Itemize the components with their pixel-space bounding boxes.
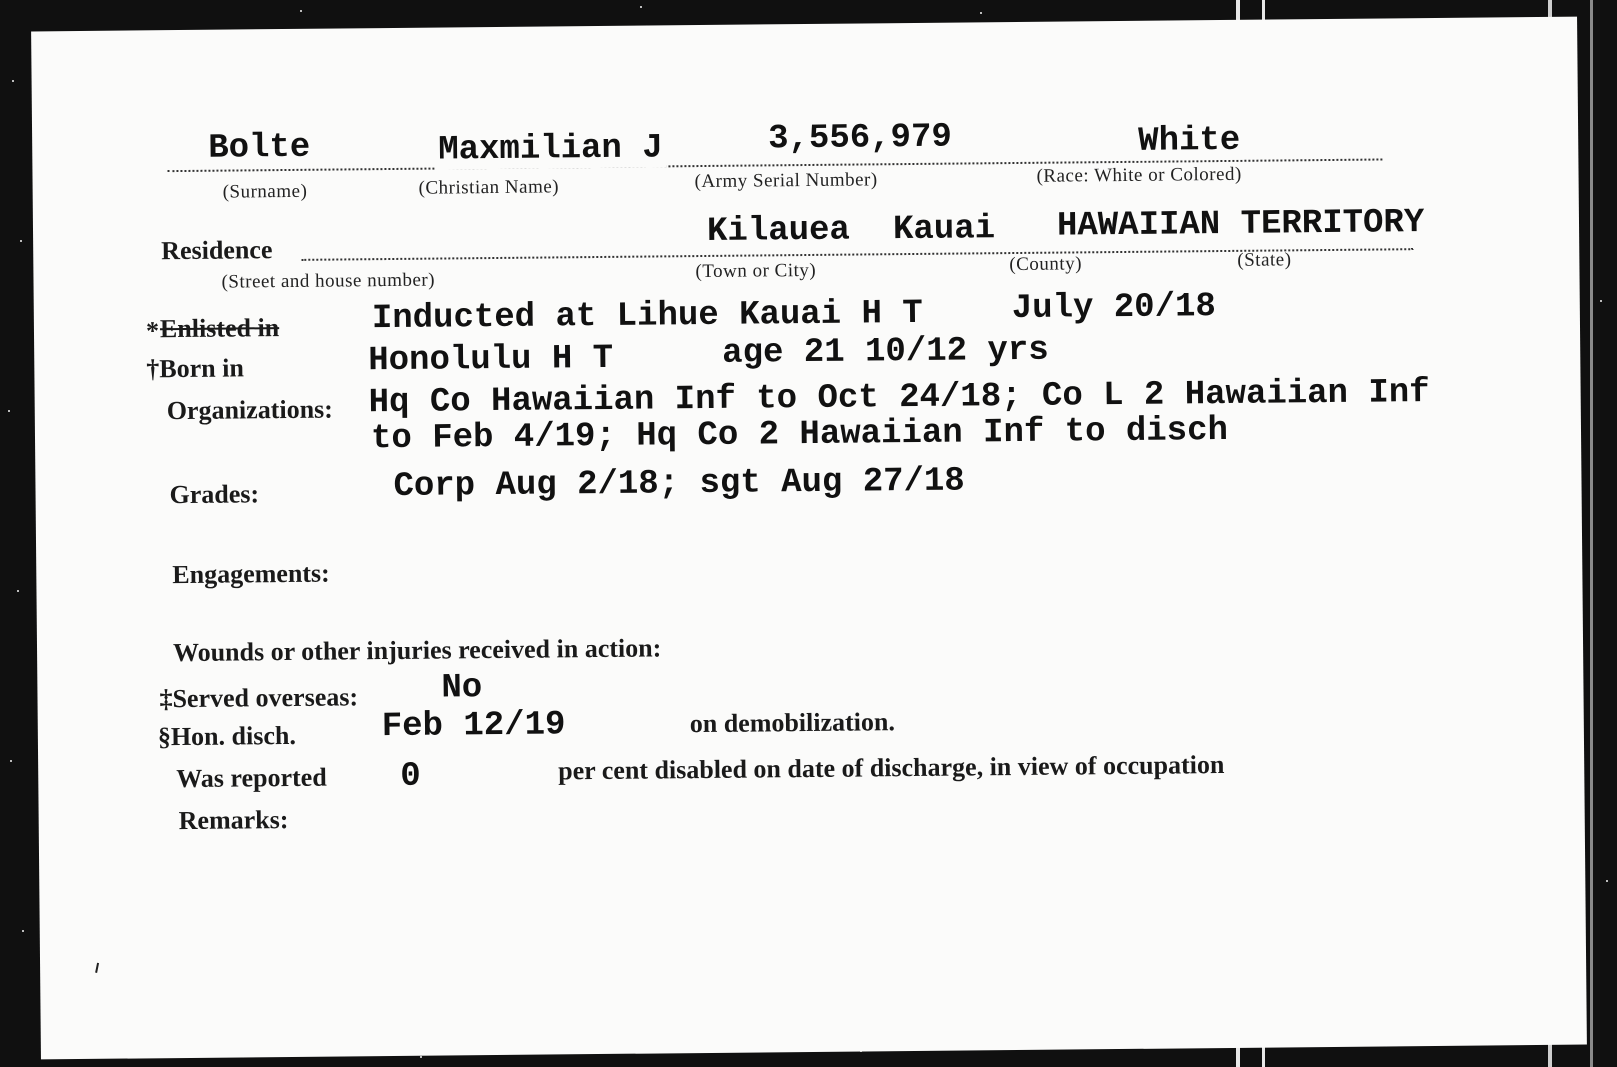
enlisted-value: Inducted at Lihue Kauai H T <box>371 294 923 339</box>
organizations-line-1: Hq Co Hawaiian Inf to Oct 24/18; Co L 2 Hawaiian Inf <box>368 374 1430 423</box>
born-label: †Born in <box>146 353 245 384</box>
film-speck <box>17 590 19 592</box>
enlisted-date: July 20/18 <box>1011 288 1217 329</box>
discharge-value: Feb 12/19 <box>381 706 566 747</box>
residence-state-value: HAWAIIAN TERRITORY <box>1053 204 1429 246</box>
film-speck <box>22 930 24 932</box>
enlisted-prefix: * <box>145 316 160 346</box>
film-speck <box>8 410 10 412</box>
film-speck <box>300 10 302 12</box>
disability-value: 0 <box>400 757 421 796</box>
army-serial-number-caption: (Army Serial Number) <box>694 169 878 193</box>
residence-county-value: Kauai <box>889 210 999 249</box>
film-edge-line <box>1590 0 1593 1067</box>
grades-value: Corp Aug 2/18; sgt Aug 27/18 <box>393 462 965 506</box>
army-serial-number-value: 3,556,979 <box>764 119 956 159</box>
film-speck <box>10 760 12 762</box>
film-speck <box>980 12 982 14</box>
wounds-label: Wounds or other injuries received in action: <box>172 633 662 668</box>
christian-name-value: Maxmilian J <box>434 129 667 169</box>
disability-label: Was reported <box>176 762 327 794</box>
organizations-line-2: to Feb 4/19; Hq Co 2 Hawaiian Inf to disch <box>370 411 1229 459</box>
film-speck <box>1606 880 1608 882</box>
discharge-suffix: on demobilization. <box>689 707 896 739</box>
enlisted-label: Enlisted in <box>159 313 280 344</box>
state-caption: (State) <box>1237 249 1292 271</box>
film-edge-line <box>1236 0 1240 22</box>
film-speck <box>1600 300 1602 302</box>
remarks-label: Remarks: <box>178 805 289 836</box>
surname-caption: (Surname) <box>222 180 308 203</box>
residence-town-value: Kilauea <box>703 212 854 251</box>
race-value: White <box>1134 122 1244 161</box>
stray-pen-mark <box>95 963 99 973</box>
county-caption: (County) <box>1009 253 1083 276</box>
residence-label: Residence <box>161 235 273 266</box>
engagements-label: Engagements: <box>172 558 330 590</box>
grades-label: Grades: <box>169 479 260 510</box>
born-value: Honolulu H T <box>368 339 614 381</box>
born-age: age 21 10/12 yrs <box>722 331 1049 373</box>
street-caption: (Street and house number) <box>221 269 436 293</box>
organizations-label: Organizations: <box>166 394 333 426</box>
served-overseas-value: No <box>441 669 483 708</box>
film-speck <box>12 80 14 82</box>
film-speck <box>20 240 22 242</box>
served-overseas-label: ‡Served overseas: <box>159 682 359 714</box>
town-caption: (Town or City) <box>695 259 817 283</box>
service-record-card <box>31 17 1587 1060</box>
surname-value: Bolte <box>204 129 314 168</box>
race-caption: (Race: White or Colored) <box>1036 163 1242 187</box>
christian-name-caption: (Christian Name) <box>418 176 560 199</box>
discharge-label: §Hon. disch. <box>157 720 297 752</box>
film-speck <box>420 1056 422 1058</box>
disability-suffix: per cent disabled on date of discharge, in view of occupation <box>558 750 1225 786</box>
film-speck <box>640 6 642 8</box>
